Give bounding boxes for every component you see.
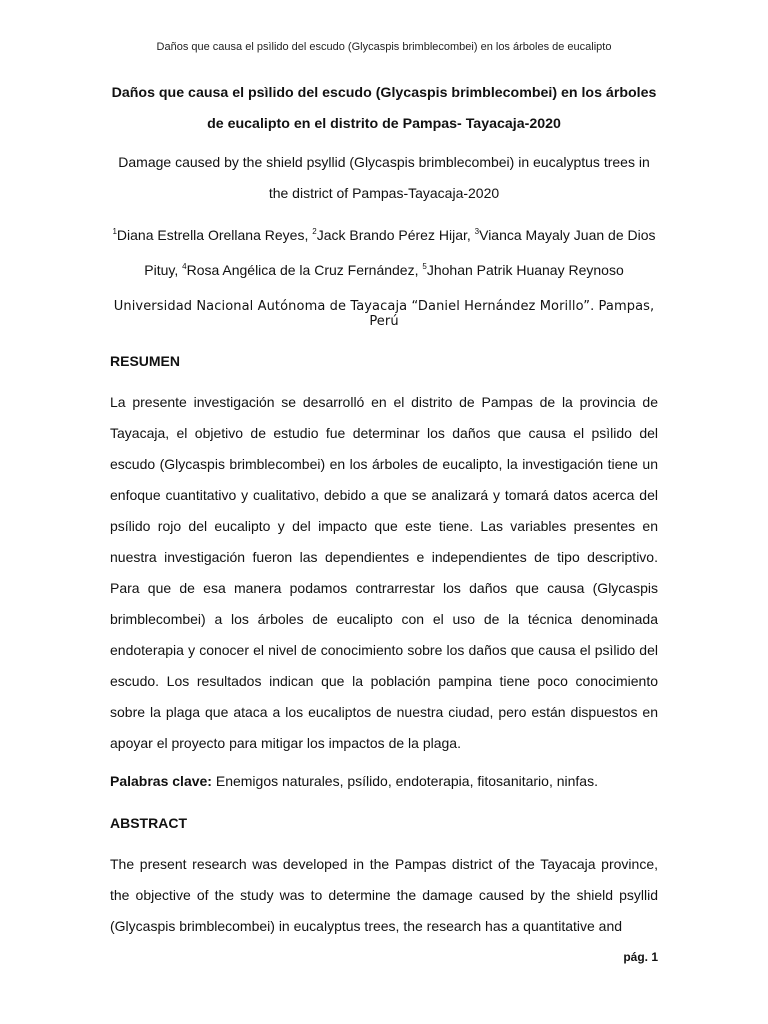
keywords-label: Palabras clave: xyxy=(110,773,212,789)
author-number: 4 xyxy=(182,262,187,271)
affiliation: Universidad Nacional Autónoma de Tayacaja “Daniel Hernández Morillo”. Pampas, Perú xyxy=(113,299,655,329)
author-name: Jhohan Patrik Huanay Reynoso xyxy=(426,262,624,278)
abstract-heading: ABSTRACT xyxy=(110,815,187,831)
author-number: 2 xyxy=(312,227,317,236)
author-name: Diana Estrella Orellana Reyes xyxy=(116,227,305,243)
abstract-body: The present research was developed in the Pampas district of the Tayacaja province, the objective of the study was to determine the damage caused by the shield psyllid (Glycaspis brimblecombei) in eucalyptus trees, the research has a quantitative and xyxy=(110,856,658,934)
resumen-body: La presente investigación se desarrolló en el distrito de Pampas de la provincia de Tayacaja, el objetivo de estudio fue determinar los daños que causa el psìlido del escudo (Glycaspis brimblecombei) en los árboles de eucalipto, la investigación tiene un enfoque cuantitativo y cualitativo, debido a que se analizará y tomará datos acerca del psílido rojo del eucalipto y del impacto que este tiene. Las variables presentes en nuestra investigación fueron las dependientes e independientes de tipo descriptivo. Para que de esa manera podamos contrarrestar los daños que causa (Glycaspis brimblecombei) a los árboles de eucalipto con el uso de la técnica denominada endoterapia y conocer el nivel de conocimiento sobre los daños que causa el psìlido del escudo. Los resultados indican que la población pampina tiene poco conocimiento sobre la plaga que ataca a los eucaliptos de nuestra ciudad, pero están dispuestos en apoyar el proyecto para mitigar los impactos de la plaga. xyxy=(110,394,658,751)
author-name: Vianca Mayaly Juan de Dios Pituy xyxy=(144,227,656,278)
paper-title-es: Daños que causa el psìlido del escudo (Glycaspis brimblecombei) en los árboles de eucalipto en el distrito de Pampas- Tayacaja-2020 xyxy=(111,85,657,132)
resumen-heading: RESUMEN xyxy=(110,353,181,369)
author-number: 1 xyxy=(112,227,117,236)
keywords xyxy=(110,773,658,789)
author-number: 3 xyxy=(474,227,480,236)
author-list: $^1$Diana Estrella Orellana Reyes, $^2$Jack Brando Pérez Hijar, $^3$Vianca Mayaly Juan de Dios Pituy, $^4$Rosa Angélica de la Cruz Fernández, $^5$Jhohan Patrik Huanay Reynoso xyxy=(112,227,656,278)
running-header: Daños que causa el psìlido del escudo (Glycaspis brimblecombei) en los árboles de eucalipto xyxy=(156,41,612,53)
page-number: pág. 1 xyxy=(623,950,658,964)
keywords-text: Enemigos naturales, psílido, endoterapia, fitosanitario, ninfas. xyxy=(211,773,598,789)
page-content xyxy=(110,78,658,942)
author-number: 5 xyxy=(422,262,427,271)
paper-title-en: Damage caused by the shield psyllid (Glycaspis brimblecombei) in eucalyptus trees in the district of Pampas-Tayacaja-2020 xyxy=(118,154,650,201)
author-name: Rosa Angélica de la Cruz Fernández xyxy=(186,262,415,278)
author-name: Jack Brando Pérez Hijar xyxy=(316,227,467,243)
